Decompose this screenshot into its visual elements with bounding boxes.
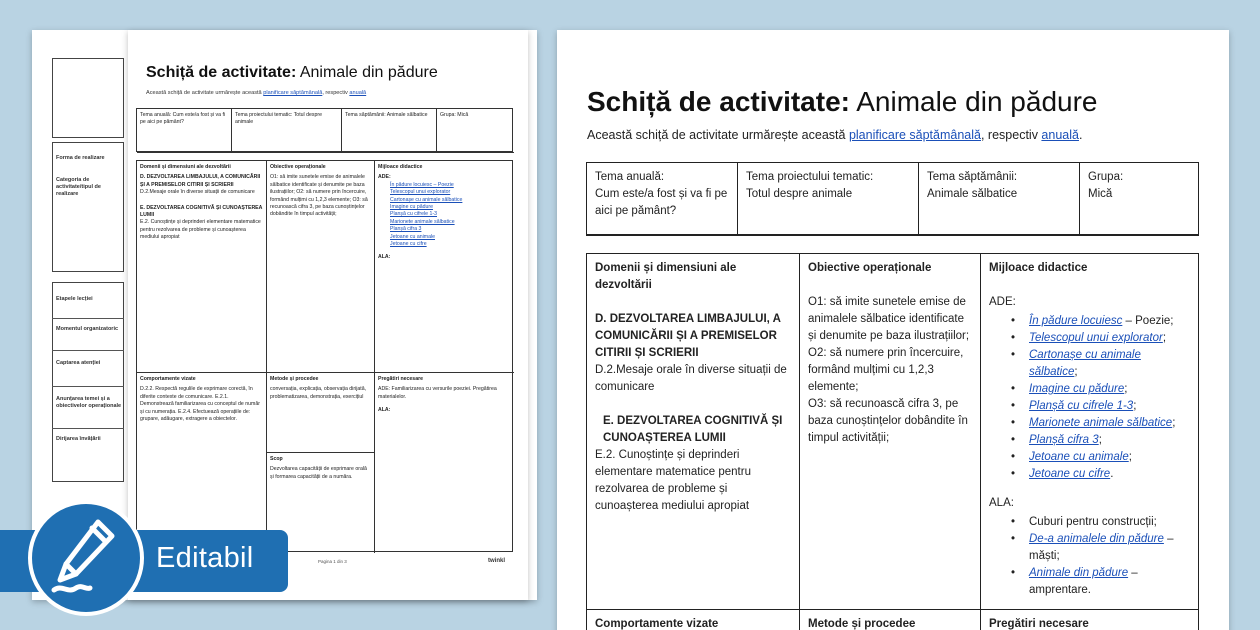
weekly-plan-link[interactable]: planificare săptămânală	[848, 128, 981, 142]
mini-preparation-cell: Pregătiri necesare ADE: Familiarizarea cu versurile poeziei. Pregătirea materialelor. ALA:	[378, 376, 497, 414]
editable-label: Editabil	[156, 542, 254, 574]
info-table	[586, 162, 1199, 236]
info-cell-week-theme: Tema săptămânii: Animale sălbatice	[919, 163, 1080, 235]
resource-link[interactable]: Jetoane cu animale	[1029, 451, 1129, 463]
list-item: • Cartonașe cu animale sălbatice;	[989, 347, 1190, 381]
info-cell-group: Grupa: Mică	[1080, 163, 1198, 235]
back-label: Dirijarea învățării	[56, 436, 101, 442]
back-label: Anunțarea temei și a obiectivelor operaționale	[56, 396, 122, 409]
resource-link[interactable]: Imagine cu pădure	[1029, 383, 1125, 395]
resource-link[interactable]: În pădure locuiesc	[1029, 315, 1123, 327]
back-divider	[52, 318, 124, 319]
front-document-sheet	[557, 30, 1229, 630]
behaviours-header-cell: Comportamente vizate	[587, 610, 800, 630]
list-item: • Planșă cu cifrele 1-3;	[989, 398, 1190, 415]
mini-annual-plan-link[interactable]: anuală	[349, 90, 367, 96]
resource-link[interactable]: De-a animalele din pădure	[1029, 533, 1164, 545]
resource-link[interactable]: Planșă cifra 3	[1029, 434, 1099, 446]
back-steps-box	[52, 282, 124, 482]
mini-methods-cell: Metode și procedee conversația, explicația, observația dirijată, problematizarea, demonstrația, exercițiul	[267, 373, 375, 453]
resource-link[interactable]: Planșă cu cifrele 1-3	[1029, 400, 1134, 412]
mini-info-table	[136, 108, 513, 152]
mini-resource-link[interactable]: Planșă cifra 3	[390, 226, 422, 233]
info-cell-project-theme: Tema proiectului tematic: Totul despre animale	[738, 163, 919, 235]
mini-purpose-cell: Scop Dezvoltarea capacității de exprimare orală și formarea capacității de a număra.	[267, 453, 375, 553]
back-label: Captarea atenției	[56, 360, 101, 366]
back-label: Momentul organizatoric	[56, 326, 119, 332]
objectives-cell: Obiective operaționale O1: să imite sunetele emise de animalele sălbatice identificate și denumite pe baza ilustrațiilor; O2: să numere prin încercuire, formând mulțimi cu 1,2,3 elemente; O3: să recunoască cifra 3, pe baza cunoștințelor dobândite în timpul activității;	[800, 254, 981, 610]
mini-info-cell: Tema săptămânii: Animale sălbatice	[342, 109, 437, 153]
back-label: Etapele lecției	[56, 296, 93, 302]
list-item: • În pădure locuiesc – Poezie;	[989, 313, 1190, 330]
back-label: Forma de realizare	[56, 155, 105, 161]
annual-plan-link[interactable]: anuală	[1041, 128, 1079, 142]
mini-resource-link[interactable]: Jetoane cu animale	[390, 233, 435, 240]
mini-info-cell: Grupa: Mică	[437, 109, 514, 153]
preparation-header-cell: Pregătiri necesare	[989, 618, 1089, 630]
mini-resource-link[interactable]: În pădure locuiesc – Poezie	[390, 181, 454, 188]
back-divider	[52, 386, 124, 387]
materials-cell: Mijloace didactice ADE: • În pădure locuiesc – Poezie; • Telescopul unui explorator; • Cartonașe cu animale sălbatice; • Imagine cu pădure; • Planșă cu cifrele 1-3; • Marionete animale sălbatice; • Planșă cifra 3; • Jetoane cu animale; • Jetoane cu cifre. ALA: • Cuburi pentru construcții; • De-a animalele din pădure – măști; • Animale din pădure – amprentare.	[981, 254, 1198, 610]
mini-main-table	[136, 160, 513, 552]
list-item: • Marionete animale sălbatice;	[989, 415, 1190, 432]
mini-brand-logo: twinkl	[488, 558, 506, 564]
activity-table	[586, 253, 1199, 630]
back-divider	[52, 350, 124, 351]
mini-behaviours-cell: Comportamente vizate D.2.2. Respectă regulile de exprimare corectă, în diferite contexte de comunicare. E.2.1. Demonstrează familiarizarea cu conceptul de număr și cu numerația. E.2.4. Efectuează operațiile de: grupare, adăugare, extragere a obiectelor.	[137, 373, 267, 553]
mini-page-footer: Pagina 1 din 3	[318, 559, 347, 564]
mini-resource-link[interactable]: Imagine cu pădure	[390, 204, 433, 211]
editable-badge	[0, 500, 300, 620]
ade-materials-list	[989, 313, 1190, 483]
mini-subtitle: Această schiță de activitate urmărește această planificare săptămânală, respectiv anuală	[146, 90, 367, 96]
back-divider	[52, 428, 124, 429]
domains-cell: Domenii și dimensiuni ale dezvoltării D. DEZVOLTAREA LIMBAJULUI, A COMUNICĂRII ȘI A PREMISELOR CITIRII ȘI SCRIERII D.2.Mesaje orale în diverse situații de comunicare E. DEZVOLTAREA COGNITIVĂ ȘI CUNOAȘTEREA LUMII E.2. Cunoștințe și deprinderi elementare matematice pentru rezolvarea de probleme și cunoașterea mediului apropiat	[587, 254, 800, 610]
info-cell-annual-theme: Tema anuală: Cum este/a fost și va fi pe aici pe pământ?	[587, 163, 738, 235]
list-item: • De-a animalele din pădure – măști;	[989, 531, 1190, 565]
mini-info-cell: Tema anuală: Cum este/a fost și va fi pe aici pe pământ?	[137, 109, 232, 153]
resource-link[interactable]: Animale din pădure	[1029, 567, 1129, 579]
list-item: • Jetoane cu cifre.	[989, 466, 1190, 483]
badge-circle	[28, 500, 144, 616]
pencil-icon	[32, 504, 140, 612]
mini-info-cell: Tema proiectului tematic: Totul despre animale	[232, 109, 342, 153]
mini-materials-cell: Mijloace didactice ADE: În pădure locuiesc – Poezie Telescopul unui explorator Cartonașe cu animale sălbatice Imagine cu pădure Planșă cu cifrele 1-3 Marionete animale sălbatice Planșă cifra 3 Jetoane cu animale Jetoane cu cifre ALA:	[375, 161, 514, 373]
list-item: • Cuburi pentru construcții;	[989, 514, 1190, 531]
back-empty-box	[52, 58, 124, 138]
page-subtitle: Această schiță de activitate urmărește această planificare săptămânală, respectiv anuală.	[587, 128, 1083, 142]
mini-domains-cell: Domenii și dimensiuni ale dezvoltării D. DEZVOLTAREA LIMBAJULUI, A COMUNICĂRII ȘI A PREMISELOR CITIRII ȘI SCRIERII D.2.Mesaje orale în diverse situații de comunicare E. DEZVOLTAREA COGNITIVĂ ȘI CUNOAȘTEREA LUMII E.2. Cunoștințe și deprinderi elementare matematice pentru rezolvarea de probleme și cunoașterea mediului apropiat	[137, 161, 267, 373]
list-item: • Telescopul unui explorator;	[989, 330, 1190, 347]
back-label: Categoria de activitate/tipul de realizare	[56, 177, 101, 197]
page-title: Schiță de activitate: Animale din pădure	[587, 86, 1098, 117]
resource-link[interactable]: Cartonașe cu animale sălbatice	[1029, 349, 1141, 378]
resource-link[interactable]: Telescopul unui explorator	[1029, 332, 1163, 344]
mini-resource-link[interactable]: Jetoane cu cifre	[390, 241, 427, 248]
ala-materials-list	[989, 514, 1190, 599]
resource-link[interactable]: Jetoane cu cifre	[1029, 468, 1111, 480]
mini-weekly-plan-link[interactable]: planificare săptămânală	[263, 90, 323, 96]
mini-page-title: Schiță de activitate: Animale din pădure	[146, 64, 438, 81]
mini-resource-link[interactable]: Cartonașe cu animale sălbatice	[390, 196, 463, 203]
list-item: • Imagine cu pădure;	[989, 381, 1190, 398]
mini-resource-link[interactable]: Marionete animale sălbatice	[390, 218, 455, 225]
methods-header-cell: Metode și procedee	[800, 610, 981, 630]
list-item: • Planșă cifra 3;	[989, 432, 1190, 449]
list-item: • Animale din pădure – amprentare.	[989, 565, 1190, 599]
list-item: • Jetoane cu animale;	[989, 449, 1190, 466]
resource-link[interactable]: Marionete animale sălbatice	[1029, 417, 1173, 429]
mini-resource-link[interactable]: Planșă cu cifrele 1-3	[390, 211, 437, 218]
mini-resource-link[interactable]: Telescopul unui explorator	[390, 189, 451, 196]
mini-objectives-cell: Obiective operaționale O1: să imite sunetele emise de animalele sălbatice identificate și denumite pe baza ilustrațiilor; O2: să numere prin încercuire, formând mulțimi cu 1,2,3 elemente; O3: să recunoască cifra 3, pe baza cunoștințelor dobândite în timpul activității;	[267, 161, 375, 373]
